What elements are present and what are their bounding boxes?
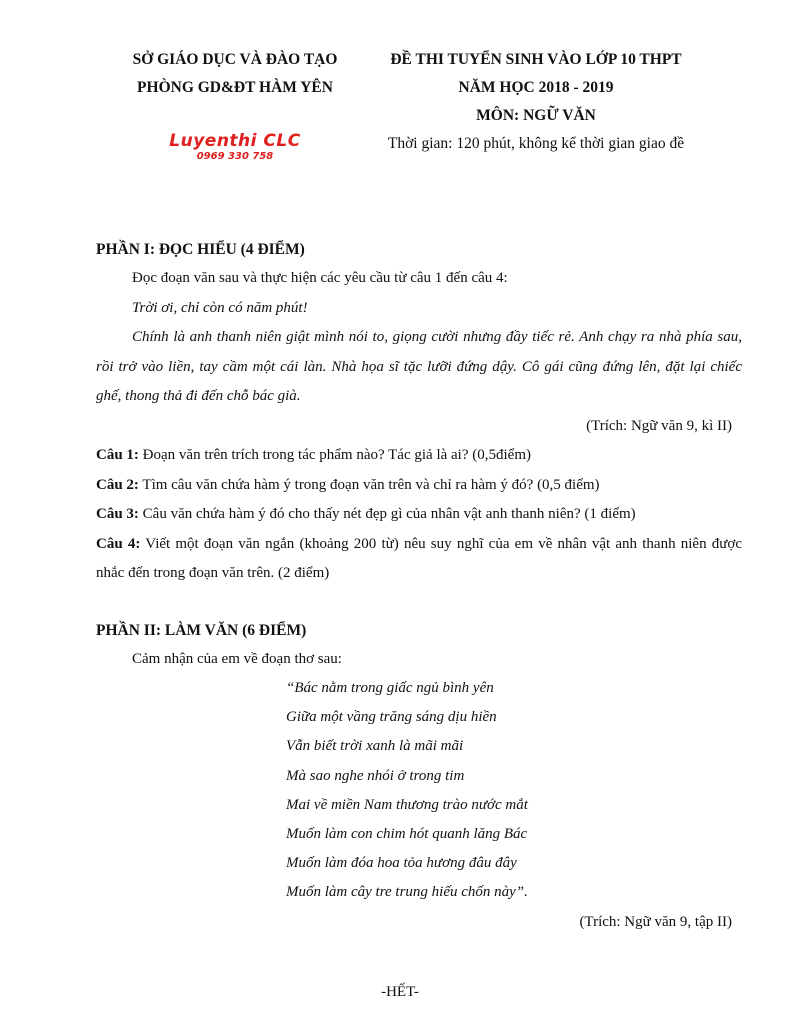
part1-instruction: Đọc đoạn văn sau và thực hiện các yêu cầu từ câu 1 đến câu 4:	[132, 270, 508, 286]
logo-name: Luyenthi CLC	[169, 131, 301, 151]
part2-source: (Trích: Ngữ văn 9, tập II)	[579, 913, 732, 930]
exam-content	[96, 236, 742, 937]
poem-line: Muốn làm đóa hoa tỏa hương đâu đây	[286, 855, 517, 872]
question-text: Đoạn văn trên trích trong tác phẩm nào? Tác giả là ai? (0,5điểm)	[142, 447, 531, 463]
question-label: Câu 1:	[96, 447, 139, 463]
subject: MÔN: NGỮ VĂN	[476, 107, 596, 124]
passage-body: Chính là anh thanh niên giật mình nói to, giọng cười nhưng đầy tiếc rẻ. Anh chạy ra nhà phía sau, rồi trở vào liền, tay cầm một cái làn. Nhà họa sĩ tặc lưỡi đứng dậy. Cô gái cũng đứng lên, đặt lại chiếc ghế, thong thả đi đến chỗ bác già.	[96, 329, 742, 404]
end-marker: -HẾT-	[381, 984, 419, 1000]
question-text: Câu văn chứa hàm ý đó cho thấy nét đẹp gì của nhân vật anh thanh niên? (1 điểm)	[142, 506, 636, 522]
poem-line: Muốn làm cây tre trung hiếu chốn này”.	[286, 884, 528, 901]
question-label: Câu 2:	[96, 476, 139, 493]
part1-source: (Trích: Ngữ văn 9, kì II)	[586, 417, 732, 434]
poem	[96, 674, 742, 908]
poem-line: Vẫn biết trời xanh là mãi mãi	[286, 738, 464, 755]
part2-instruction: Cảm nhận của em về đoạn thơ sau:	[132, 650, 342, 667]
passage-line1: Trời ơi, chỉ còn có năm phút!	[132, 299, 308, 316]
poem-line: Mà sao nghe nhói ở trong tim	[286, 767, 465, 784]
poem-line: Giữa một vầng trăng sáng dịu hiền	[286, 709, 497, 726]
question-4	[96, 530, 742, 589]
poem-line: “Bác nằm trong giấc ngủ bình yên	[286, 680, 494, 696]
logo-phone: 0969 330 758	[196, 151, 274, 162]
part2-title: PHẦN II: LÀM VĂN (6 ĐIỂM)	[96, 621, 307, 639]
question-label: Câu 3:	[96, 506, 139, 522]
question-3	[96, 500, 742, 530]
question-label: Câu 4:	[96, 535, 141, 552]
watermark-logo	[160, 132, 310, 163]
school-year: NĂM HỌC 2018 - 2019	[458, 79, 614, 96]
question-2	[96, 471, 742, 501]
part1-title: PHẦN I: ĐỌC HIỂU (4 ĐIỂM)	[96, 241, 305, 258]
question-text: Viết một đoạn văn ngắn (khoảng 200 từ) nêu suy nghĩ của em về nhân vật anh thanh niên được nhắc đến trong đoạn văn trên. (2 điểm)	[96, 535, 742, 581]
poem-line: Muốn làm con chim hót quanh lăng Bác	[286, 826, 528, 843]
exam-title: ĐỀ THI TUYỂN SINH VÀO LỚP 10 THPT	[390, 51, 682, 68]
poem-line: Mai về miền Nam thương trào nước mắt	[286, 796, 528, 813]
office-name: PHÒNG GD&ĐT HÀM YÊN	[137, 79, 333, 96]
section-spacer	[96, 589, 742, 617]
department-name: SỞ GIÁO DỤC VÀ ĐÀO TẠO	[132, 51, 338, 68]
header-left	[100, 46, 370, 102]
header-right	[362, 46, 710, 158]
question-text: Tìm câu văn chứa hàm ý trong đoạn văn trên và chỉ ra hàm ý đó? (0,5 điểm)	[142, 476, 600, 493]
time-limit: Thời gian: 120 phút, không kể thời gian giao đề	[387, 135, 685, 152]
question-1	[96, 441, 742, 471]
